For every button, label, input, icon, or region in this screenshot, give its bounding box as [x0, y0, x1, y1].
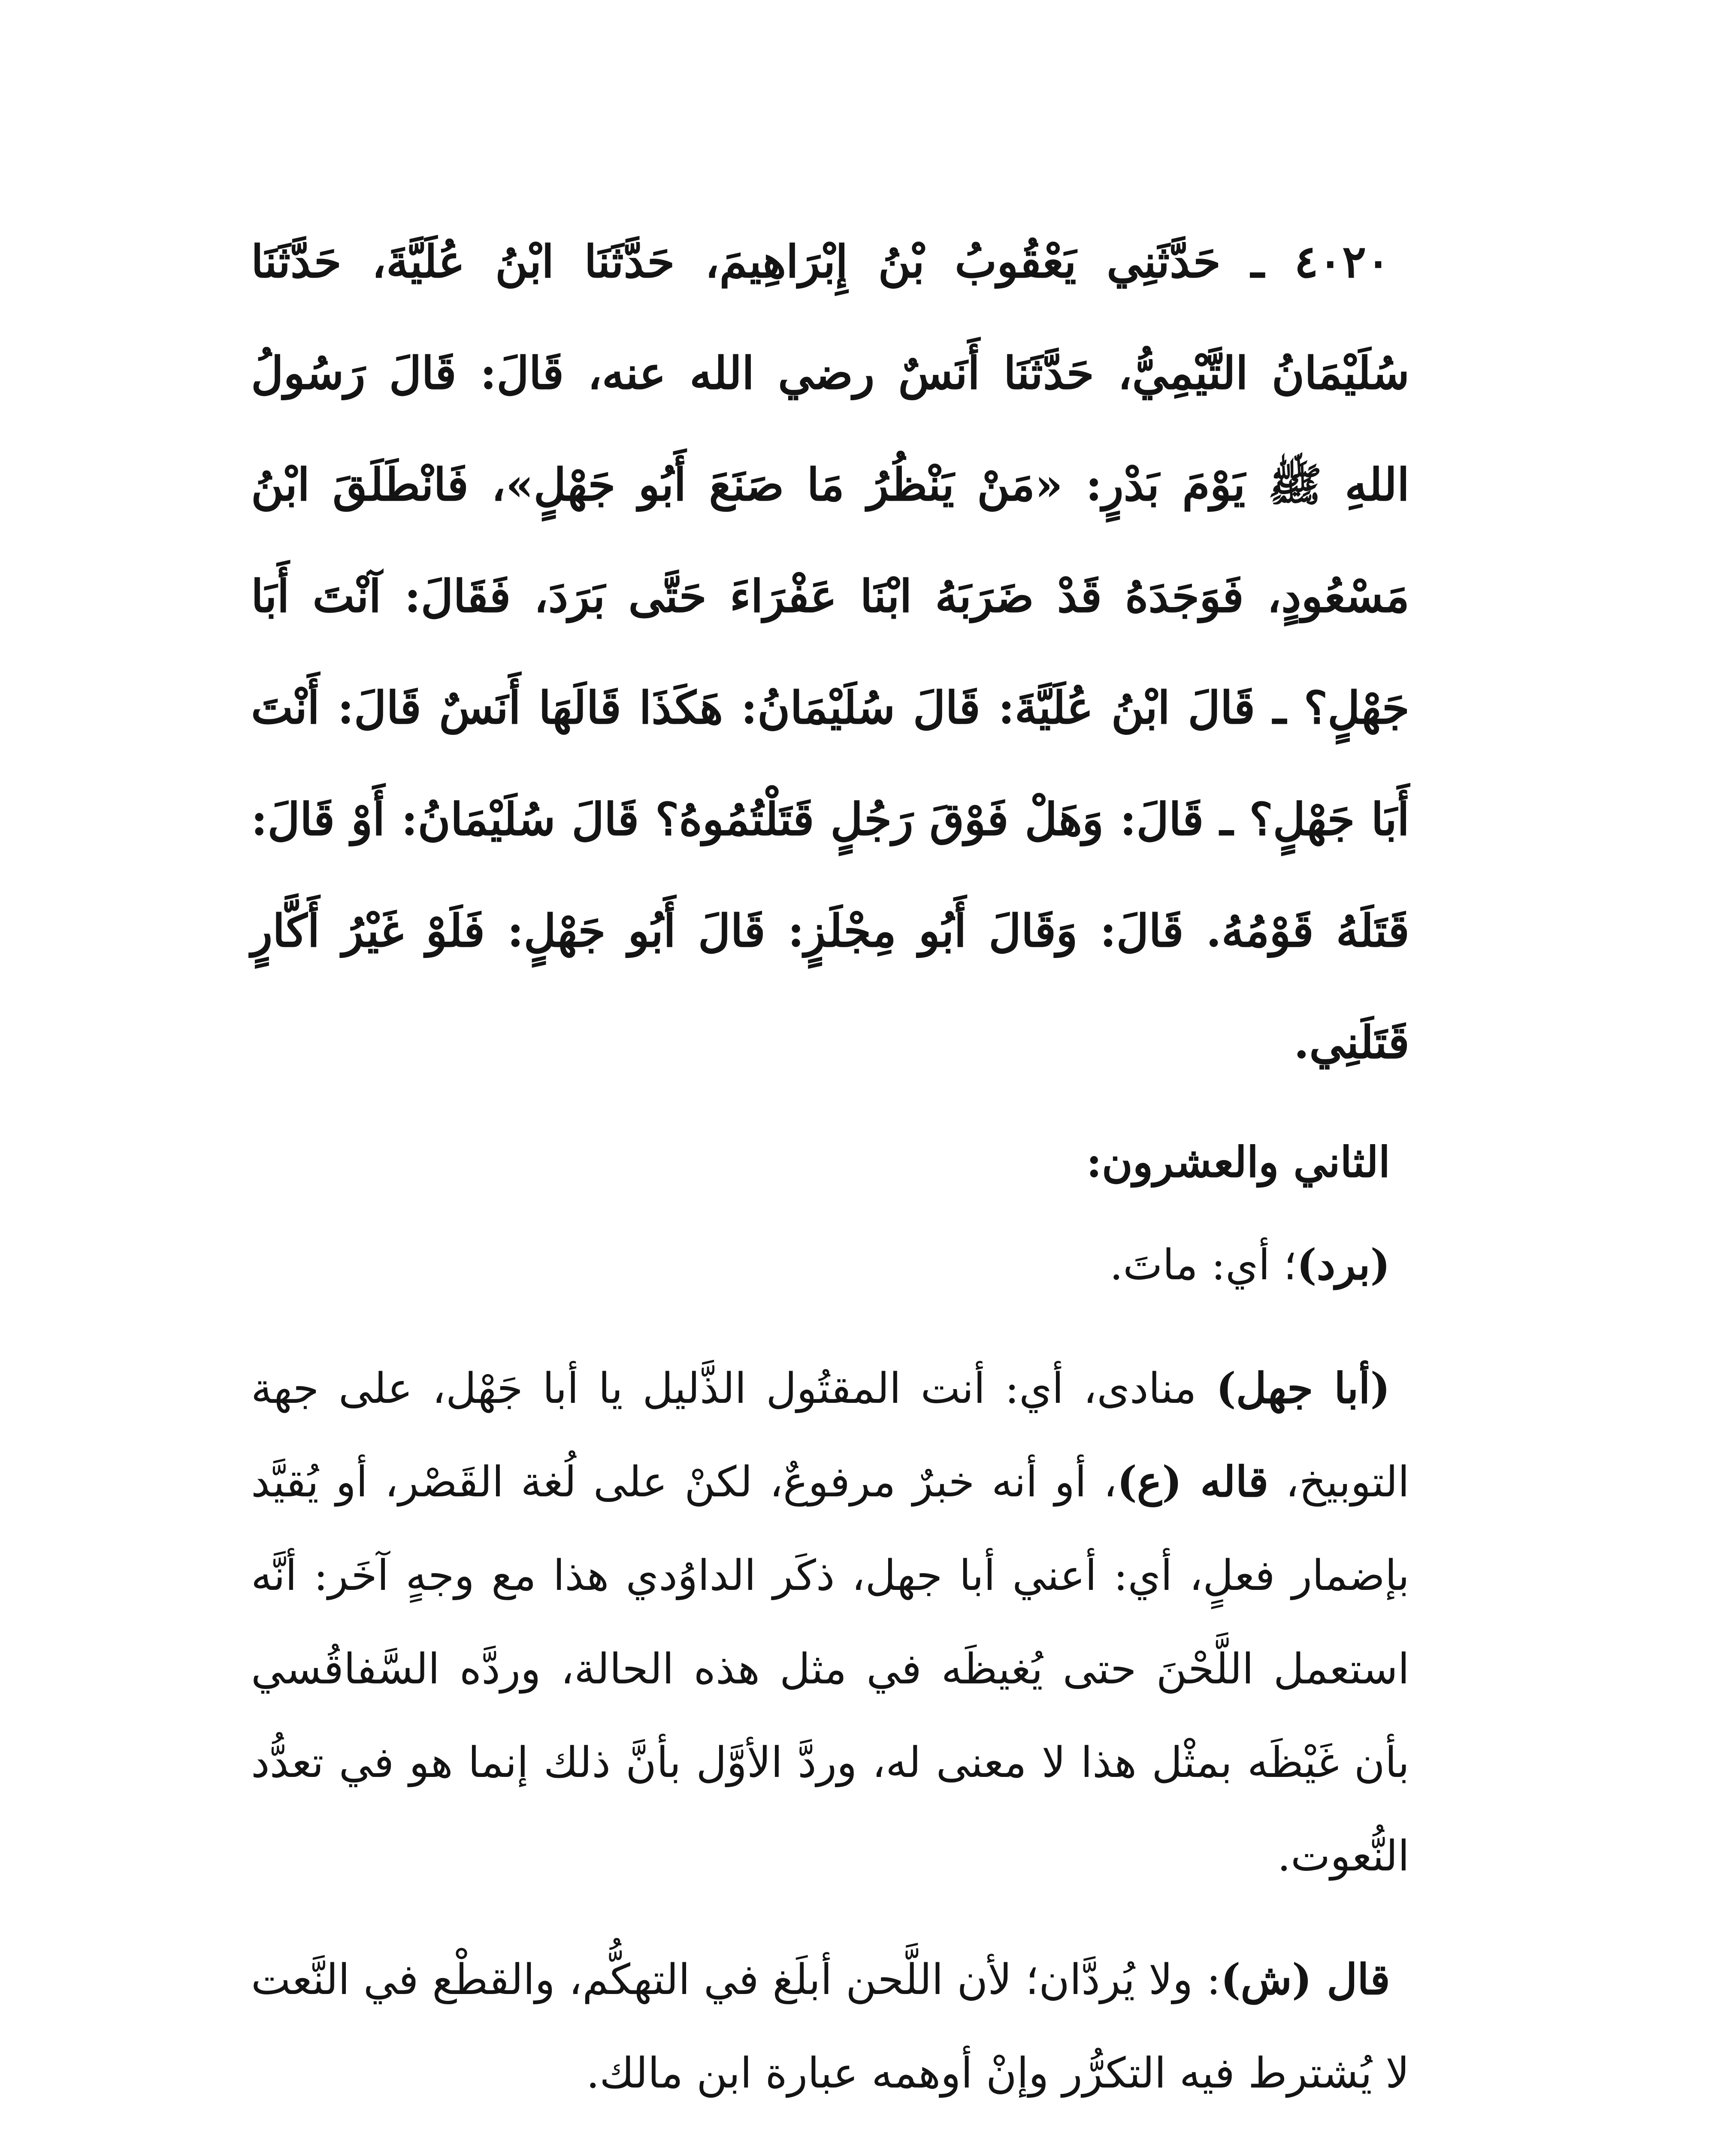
commentary-text: منادى، أي: أنت المقتُول الذَّليل يا أبا جَهْل، على جهة التوبيخ، — [251, 1364, 1409, 1507]
commentary-keyword: (برد) — [1297, 1240, 1390, 1290]
commentary-keyword: (أبا جهل) — [1216, 1364, 1390, 1413]
commentary-citation: قاله (ع) — [1117, 1457, 1269, 1507]
commentary-citation: قال (ش) — [1221, 1955, 1390, 2004]
commentary-text: ، أو أنه خبرٌ مرفوعٌ، لكنْ على لُغة القَصْر، أو يُقيَّد بإضمار فعلٍ، أي: أعني أبا جهل، ذكَر الداوُدي هذا مع وجهٍ آخَر: أنَّه استعمل اللَّحْنَ حتى يُغيظَه في مثل هذه الحالة، وردَّه السَّفاقُسي بأن غَيْظَه بمثْل هذا لا معنى له، وردَّ الأوَّل بأنَّ ذلك إنما هو في تعدُّد النُّعوت. — [251, 1458, 1409, 1881]
commentary-paragraph-sh — [251, 1933, 1409, 2120]
commentary-text: ؛ أي: ماتَ. — [1110, 1241, 1297, 1290]
commentary-text: : ولا يُردَّان؛ لأن اللَّحن أبلَغ في التهكُّم، والقطْع في النَّعت لا يُشترط فيه التكرُّر وإنْ أوهمه عبارة ابن مالك. — [251, 1955, 1409, 2098]
hadith-text: ٤٠٢٠ ـ حَدَّثَنِي يَعْقُوبُ بْنُ إِبْرَاهِيمَ، حَدَّثَنَا ابْنُ عُلَيَّةَ، حَدَّثَنَا سُلَيْمَانُ التَّيْمِيُّ، حَدَّثَنَا أَنَسٌ رضي الله عنه، قَالَ: قَالَ رَسُولُ اللهِ ﷺ يَوْمَ بَدْرٍ: «مَنْ يَنْظُرُ مَا صَنَعَ أَبُو جَهْلٍ»، فَانْطَلَقَ ابْنُ مَسْعُودٍ، فَوَجَدَهُ قَدْ ضَرَبَهُ ابْنَا عَفْرَاءَ حَتَّى بَرَدَ، فَقَالَ: آنْتَ أَبَا جَهْلٍ؟ ـ قَالَ ابْنُ عُلَيَّةَ: قَالَ سُلَيْمَانُ: هَكَذَا قَالَهَا أَنَسٌ قَالَ: أَنْتَ أَبَا جَهْلٍ؟ ـ قَالَ: وَهَلْ فَوْقَ رَجُلٍ قَتَلْتُمُوهُ؟ قَالَ سُلَيْمَانُ: أَوْ قَالَ: قَتَلَهُ قَوْمُهُ. قَالَ: وَقَالَ أَبُو مِجْلَزٍ: قَالَ أَبُو جَهْلٍ: فَلَوْ غَيْرُ أَكَّارٍ قَتَلَنِي. — [251, 235, 1410, 1069]
page-body — [251, 206, 1409, 2145]
commentary-paragraph-barad — [251, 1218, 1409, 1312]
commentary-paragraph-aba-jahl — [251, 1342, 1409, 1903]
section-heading: الثاني والعشرون: — [1086, 1138, 1390, 1187]
